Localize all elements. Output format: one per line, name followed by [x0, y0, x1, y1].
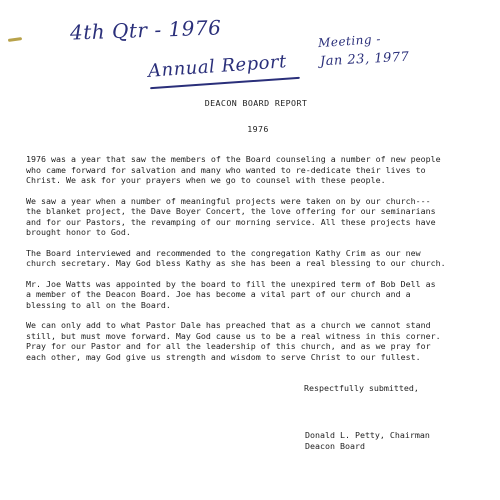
body-line: a member of the Deacon Board. Joe has become a vital part of our church and a — [26, 289, 411, 299]
body-line: the blanket project, the Dave Boyer Concert, the love offering for our seminarians — [26, 206, 436, 216]
body-line: We saw a year when a number of meaningful projects were taken on by our church--- — [26, 195, 431, 206]
handwritten-meeting-label: Meeting - — [317, 31, 382, 51]
signer-organization: Deacon Board — [305, 440, 365, 451]
document-year: 1976 — [247, 124, 269, 134]
body-line: who came forward for salvation and many who wanted to re-dedicate their lives to — [26, 164, 426, 175]
staple-mark — [8, 37, 22, 42]
closing-salutation: Respectfully submitted, — [304, 383, 419, 393]
body-line: still, but must move forward. May God cause us to be a real witness in this corner. — [26, 330, 441, 341]
handwritten-meeting-date: Jan 23, 1977 — [319, 49, 410, 70]
signature-block — [305, 430, 430, 451]
report-body — [26, 154, 500, 372]
body-line: blessing to all on the Board. — [26, 299, 171, 310]
handwritten-annual-report: Annual Report — [147, 51, 288, 82]
body-line: each other, may God give us strength and wisdom to serve Christ to our fullest. — [26, 351, 421, 362]
body-line: brought honor to God. — [26, 227, 131, 237]
body-line: Mr. Joe Watts was appointed by the board to fill the unexpired term of Bob Dell as — [26, 278, 436, 289]
paragraph-closing-prayer — [26, 320, 500, 362]
paragraph-secretary — [26, 248, 500, 269]
document-title: DEACON BOARD REPORT — [204, 98, 308, 108]
body-line: We can only add to what Pastor Dale has preached that as a church we cannot stand — [26, 320, 431, 330]
paragraph-appointment — [26, 279, 500, 311]
paragraph-projects — [26, 196, 500, 238]
paragraph-counseling — [26, 154, 500, 186]
body-line: Christ. We ask for your prayers when we go to counsel with these people. — [26, 175, 386, 185]
body-line: Pray for our Pastor and for all the leadership of this church, and as we pray for — [26, 341, 431, 351]
handwritten-quarter-note: 4th Qtr - 1976 — [69, 15, 222, 45]
signer-name: Donald L. Petty, Chairman — [305, 430, 430, 440]
body-line: 1976 was a year that saw the members of the Board counseling a number of new people — [26, 154, 441, 164]
body-line: church secretary. May God bless Kathy as she has been a real blessing to our church. — [26, 258, 446, 268]
body-line: The Board interviewed and recommended to the congregation Kathy Crim as our new — [26, 247, 421, 258]
body-line: and for our Pastors, the revamping of our morning service. All these projects have — [26, 216, 436, 227]
